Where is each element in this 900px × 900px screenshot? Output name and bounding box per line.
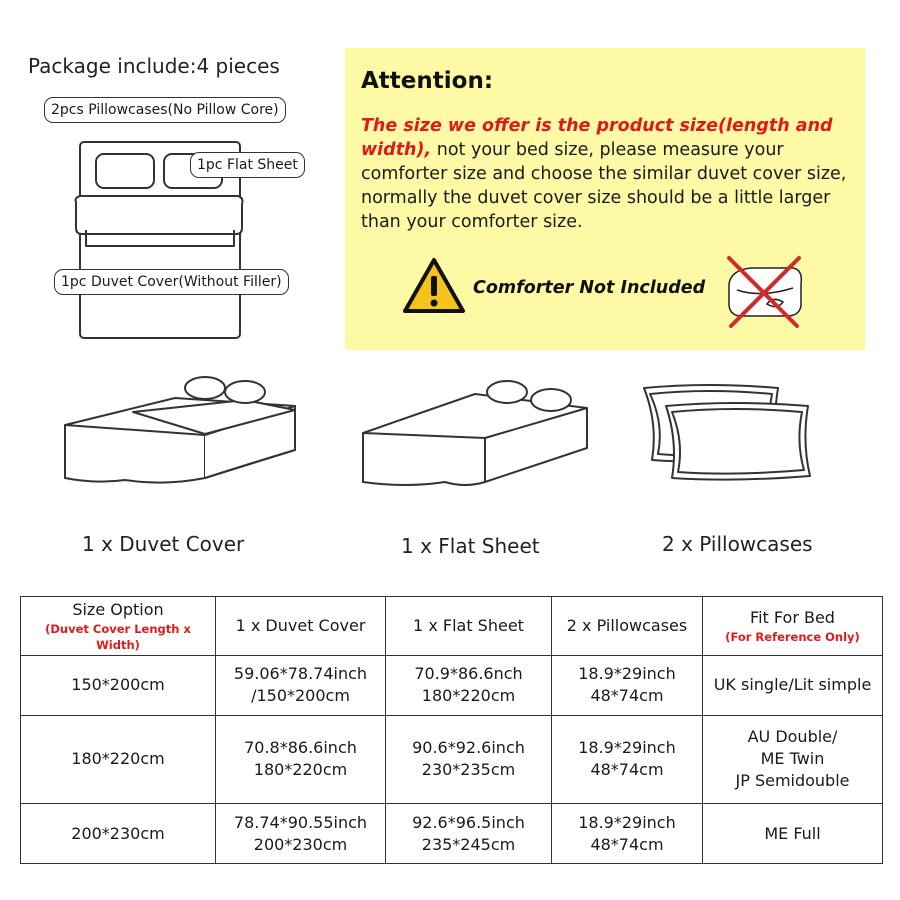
- cell-flat-inch: 92.6*96.5inch: [412, 812, 525, 832]
- attention-title: Attention:: [361, 68, 494, 94]
- cell-duvet: [216, 656, 386, 716]
- cell-flat: [386, 715, 552, 804]
- cell-fit-line: UK single/Lit simple: [713, 675, 872, 695]
- pillowcases-tag: 2pcs Pillowcases(No Pillow Core): [44, 97, 286, 123]
- cell-size: 200*230cm: [21, 804, 216, 864]
- flat-sheet-caption: 1 x Flat Sheet: [401, 534, 540, 558]
- cell-pillow-inch: 18.9*29inch: [578, 812, 676, 832]
- cell-fit-line: ME Full: [764, 823, 821, 843]
- cell-pillow-cm: 48*74cm: [590, 760, 664, 780]
- cell-pillow-inch: 18.9*29inch: [578, 664, 676, 684]
- header-size-option: [21, 597, 216, 656]
- cell-flat-inch: 70.9*86.6nch: [414, 664, 523, 684]
- cell-flat-cm: 180*220cm: [421, 686, 516, 706]
- warning-triangle-icon: [401, 256, 467, 316]
- cell-size: 150*200cm: [21, 656, 216, 716]
- size-table: [20, 596, 883, 864]
- header-fit-for-bed: [703, 597, 883, 656]
- attention-text: [361, 114, 856, 234]
- cell-flat: [386, 656, 552, 716]
- flat-sheet-tag: 1pc Flat Sheet: [190, 152, 305, 178]
- cell-duvet: [216, 715, 386, 804]
- cell-duvet-inch: 78.74*90.55inch: [233, 812, 368, 832]
- cell-duvet-inch: 59.06*78.74inch: [233, 664, 368, 684]
- cell-duvet: [216, 804, 386, 864]
- cell-fit-line: ME Twin: [760, 749, 825, 769]
- pillowcases-caption: 2 x Pillowcases: [662, 532, 813, 556]
- cell-pillow: [552, 715, 703, 804]
- cell-duvet-cm: 180*220cm: [253, 760, 348, 780]
- cell-pillow-inch: 18.9*29inch: [578, 738, 676, 758]
- cell-fit-line: AU Double/: [747, 727, 838, 747]
- cell-pillow: [552, 804, 703, 864]
- cell-flat-inch: 90.6*92.6inch: [412, 738, 525, 758]
- header-size-option-sub: (Duvet Cover Length x Width): [45, 622, 191, 652]
- cell-duvet-cm: 200*230cm: [253, 834, 348, 854]
- crossed-comforter-icon: [721, 254, 807, 330]
- header-fit-sub: (For Reference Only): [725, 630, 860, 644]
- header-flat-sheet: 1 x Flat Sheet: [386, 597, 552, 656]
- header-fit-label: Fit For Bed: [750, 608, 835, 627]
- table-row: [21, 656, 883, 716]
- table-header-row: [21, 597, 883, 656]
- cell-fit-line: JP Semidouble: [735, 771, 850, 791]
- duvet-cover-caption: 1 x Duvet Cover: [82, 532, 245, 556]
- duvet-cover-illustration: [55, 370, 305, 500]
- cell-flat-cm: 230*235cm: [421, 760, 516, 780]
- pillowcases-illustration: [638, 380, 818, 485]
- cell-duvet-inch: 70.8*86.6inch: [244, 738, 357, 758]
- package-title: Package include:4 pieces: [28, 54, 280, 78]
- attention-body-text: not your bed size, please measure your comforter size and choose the similar duvet cover size, normally the duvet cover size should be a little larger than your comforter size.: [361, 140, 847, 232]
- table-row: [21, 715, 883, 804]
- attention-red-text: The size we offer is the product size(length and width),: [361, 116, 833, 160]
- table-row: [21, 804, 883, 864]
- cell-flat: [386, 804, 552, 864]
- cell-size: 180*220cm: [21, 715, 216, 804]
- comforter-not-included-label: Comforter Not Included: [473, 278, 706, 298]
- cell-flat-cm: 235*245cm: [421, 834, 516, 854]
- duvet-cover-tag: 1pc Duvet Cover(Without Filler): [54, 269, 289, 295]
- flat-sheet-illustration: [355, 378, 595, 498]
- cell-duvet-cm: /150*200cm: [251, 686, 350, 706]
- attention-box: [345, 48, 865, 350]
- cell-pillow-cm: 48*74cm: [590, 834, 664, 854]
- cell-fit: [703, 804, 883, 864]
- header-pillowcases: 2 x Pillowcases: [552, 597, 703, 656]
- header-size-option-label: Size Option: [72, 600, 164, 619]
- cell-fit: [703, 656, 883, 716]
- cell-pillow-cm: 48*74cm: [590, 686, 664, 706]
- header-duvet-cover: 1 x Duvet Cover: [216, 597, 386, 656]
- cell-fit: [703, 715, 883, 804]
- cell-pillow: [552, 656, 703, 716]
